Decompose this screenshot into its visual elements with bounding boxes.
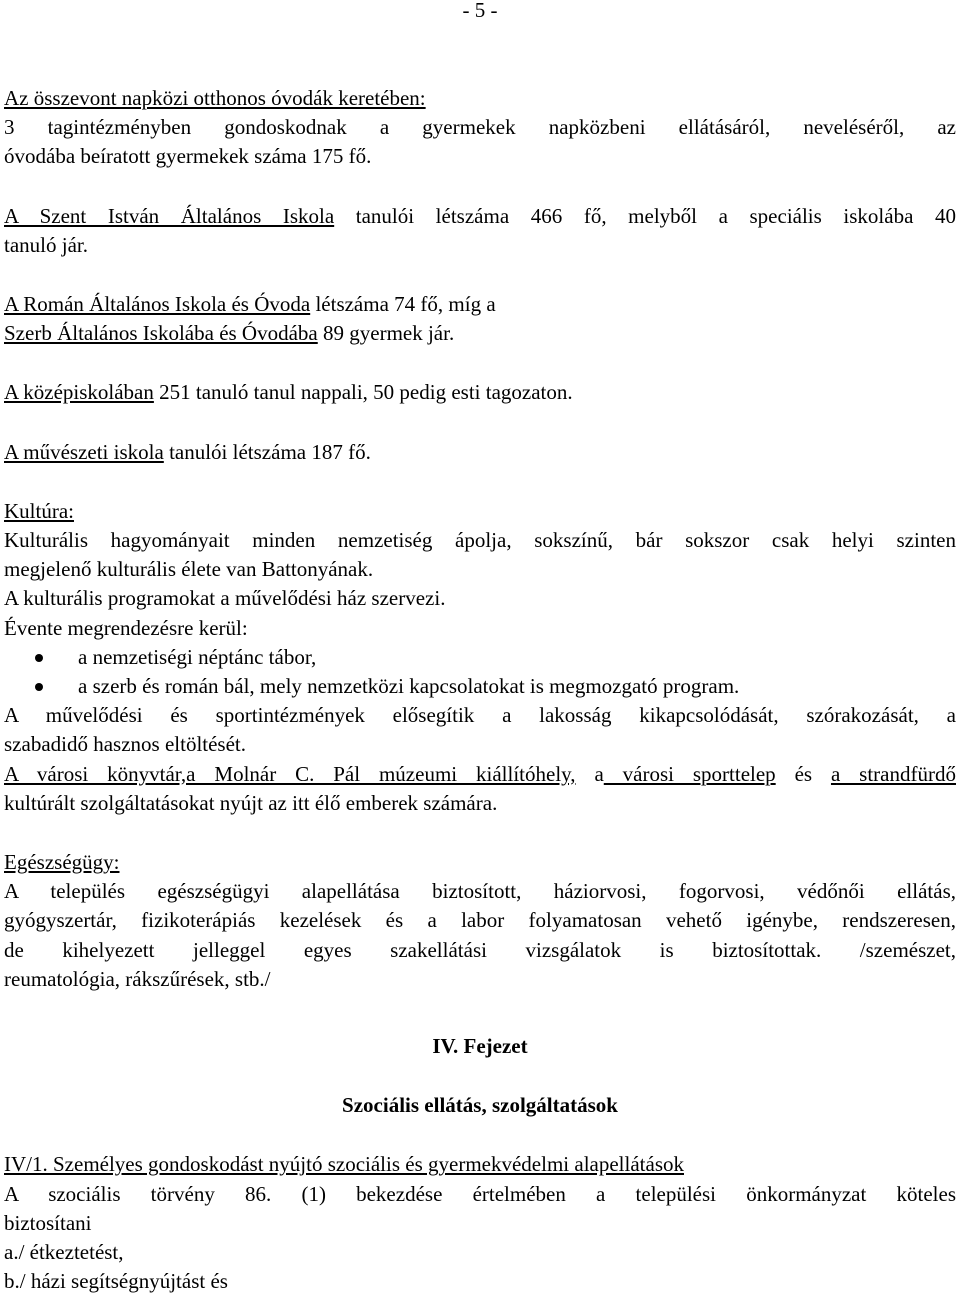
list-item — [4, 672, 956, 701]
section-item-a: a./ étkeztetést, — [4, 1240, 124, 1265]
egeszsegugy-line-1: A település egészségügyi alapellátása biztosított, háziorvosi, fogorvosi, védőnői ellátás, — [4, 879, 956, 904]
molnar-link: Molnár C. Pál múzeumi kiállítóhely, — [195, 761, 576, 786]
szent-istvan-link: A Szent István Általános Iskola — [4, 203, 335, 228]
bullet-text: a nemzetiségi néptánc tábor, — [78, 644, 317, 669]
bullet-icon — [35, 654, 43, 662]
egeszsegugy-heading: Egészségügy: — [4, 850, 120, 875]
szerb-link: Szerb Általános Iskolába és Óvodába — [4, 321, 318, 346]
szerb-line — [4, 319, 956, 348]
szent-istvan-line-1 — [4, 202, 956, 231]
egeszsegugy-line-3: de kihelyezett jelleggel egyes szakellátási vizsgálatok is biztosítottak. /szemészet, — [4, 937, 956, 962]
kultura-heading: Kultúra: — [4, 498, 74, 523]
egeszsegugy-line-2: gyógyszertár, fizikoterápiás kezelések és a labor folyamatosan vehető igénybe, rendszeresen, — [4, 908, 956, 933]
section-heading: IV/1. Személyes gondoskodást nyújtó szociális és gyermekvédelmi alapellátások — [4, 1152, 684, 1177]
sporttelep-link: városi sporttelep — [603, 761, 776, 786]
kultura-line-1: Kulturális hagyományait minden nemzetiség ápolja, sokszínű, bár sokszor csak helyi szinten — [4, 528, 956, 553]
document-body — [4, 84, 956, 1297]
kultura-line-7 — [4, 760, 956, 789]
bullet-text: a szerb és román bál, mely nemzetközi kapcsolatokat is megmozgató program. — [78, 674, 740, 699]
muveszeti-link: A művészeti iskola — [4, 439, 164, 464]
muveszeti-line — [4, 438, 956, 467]
section-item-b: b./ házi segítségnyújtást és — [4, 1269, 228, 1294]
kozepiskola-text: 251 tanuló tanul nappali, 50 pedig esti tagozaton. — [153, 380, 573, 405]
sep-2: és — [775, 761, 831, 786]
kozepiskola-link: A középiskolában — [4, 380, 154, 405]
chapter-title: IV. Fejezet — [432, 1034, 528, 1059]
page-number: - 5 - — [462, 0, 498, 22]
section-line-1: A szociális törvény 86. (1) bekezdése értelmében a települési önkormányzat köteles — [4, 1181, 956, 1206]
section-line-2: biztosítani — [4, 1210, 92, 1235]
ovoda-heading: Az összevont napközi otthonos óvodák keretében: — [4, 86, 426, 110]
ovoda-line-2: óvodába beíratott gyermekek száma 175 fő. — [4, 144, 372, 169]
szent-istvan-line-2: tanuló jár. — [4, 232, 88, 257]
muveszeti-text: tanulói létszáma 187 fő. — [163, 439, 371, 464]
bullet-icon — [35, 683, 43, 691]
roman-link: A Román Általános Iskola és Óvoda — [4, 292, 311, 317]
szerb-text: 89 gyermek jár. — [317, 321, 455, 346]
egeszsegugy-line-4: reumatológia, rákszűrések, stb./ — [4, 966, 271, 991]
kultura-line-4: Évente megrendezésre kerül: — [4, 615, 248, 640]
chapter-subtitle: Szociális ellátás, szolgáltatások — [342, 1093, 618, 1118]
kultura-line-2: megjelenő kulturális élete van Battonyának. — [4, 557, 374, 582]
kultura-line-6: szabadidő hasznos eltöltését. — [4, 732, 247, 757]
roman-text: létszáma 74 fő, míg a — [310, 292, 496, 317]
konyvtar-link: A városi könyvtár,a — [4, 761, 196, 786]
kultura-bullet-list — [4, 643, 956, 701]
kultura-line-8: kultúrált szolgáltatásokat nyújt az itt élő emberek számára. — [4, 790, 498, 815]
strand-link: a strandfürdő — [830, 761, 956, 786]
list-item — [4, 643, 956, 672]
szent-istvan-text: tanulói létszáma 466 fő, melyből a speciális iskolába 40 — [334, 203, 956, 228]
sep-1: a — [575, 761, 604, 786]
kultura-line-5: A művelődési és sportintézmények elősegítik a lakosság kikapcsolódását, szórakozását, a — [4, 703, 956, 728]
kultura-line-3: A kulturális programokat a művelődési ház szervezi. — [4, 586, 446, 611]
kozepiskola-line — [4, 378, 956, 407]
roman-line — [4, 290, 956, 319]
ovoda-line-1: 3 tagintézményben gondoskodnak a gyermekek napközbeni ellátásáról, neveléséről, az — [4, 115, 956, 140]
